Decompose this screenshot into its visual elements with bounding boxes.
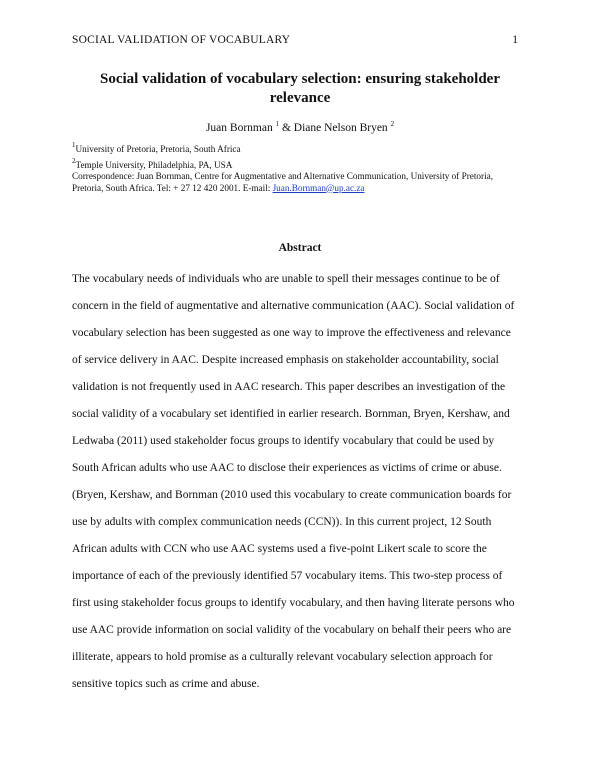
author-affiliation-marker: 2	[390, 120, 395, 128]
correspondence-line	[72, 183, 525, 195]
affiliation-text: University of Pretoria, Pretoria, South Africa	[75, 144, 241, 154]
correspondence-contact: Pretoria, South Africa. Tel: + 27 12 420 2001. E-mail:	[72, 182, 273, 193]
paper-title	[80, 70, 520, 108]
abstract-line: African adults with CCN who use AAC systems used a five-point Likert scale to score the	[72, 543, 487, 555]
affiliation-text: Temple University, Philadelphia, PA, USA	[75, 159, 233, 170]
author-separator: &	[279, 122, 294, 134]
abstract-line: validation is not frequently used in AAC research. This paper describes an investigation of the	[72, 381, 506, 393]
affiliation-1	[72, 140, 525, 156]
running-head: SOCIAL VALIDATION OF VOCABULARY	[72, 34, 291, 46]
title-line: relevance	[269, 90, 331, 106]
author-name: Juan Bornman	[205, 122, 273, 134]
abstract-line: (Bryen, Kershaw, and Bornman (2010 used this vocabulary to create communication boards for	[72, 489, 512, 501]
abstract-line: sensitive topics such as crime and abuse.	[72, 678, 260, 690]
abstract-line: vocabulary selection has been suggested as one way to improve the effectiveness and relevance	[72, 327, 511, 339]
abstract-line: The vocabulary needs of individuals who are unable to spell their messages continue to be of	[72, 273, 500, 285]
author-name: Diane Nelson Bryen	[293, 122, 388, 134]
affiliation-2	[72, 156, 525, 172]
abstract-line: illiterate, appears to hold promise as a culturally relevant vocabulary selection approach for	[72, 651, 493, 663]
page-number: 1	[512, 34, 518, 46]
affiliation-marker: 1	[72, 141, 76, 149]
abstract-line: importance of each of the previously identified 57 vocabulary items. This two-step process of	[72, 570, 503, 582]
affiliations	[72, 140, 525, 194]
email-link[interactable]: Juan.Bornman@up.ac.za	[272, 182, 365, 193]
affiliation-marker: 2	[72, 156, 76, 165]
abstract-line: use by adults with complex communication needs (CCN)). In this current project, 12 South	[72, 516, 492, 528]
abstract-line: of service delivery in AAC. Despite increased emphasis on stakeholder accountability, social	[72, 354, 499, 366]
abstract-line: concern in the field of augmentative and alternative communication (AAC). Social validation of	[72, 300, 515, 312]
abstract-line: social validity of a vocabulary set identified in earlier research. Bornman, Bryen, Kershaw, and	[72, 408, 510, 420]
abstract-heading: Abstract	[278, 242, 322, 254]
author-line	[0, 120, 600, 134]
abstract-line: use AAC provide information on social validity of the vocabulary on behalf their peers who are	[72, 624, 512, 636]
abstract-line: South African adults who use AAC to disclose their experiences as victims of crime or abuse.	[72, 462, 502, 474]
correspondence-line: Correspondence: Juan Bornman, Centre for Augmentative and Alternative Communication, University of Pretoria,	[72, 171, 493, 181]
abstract-body	[72, 266, 528, 698]
abstract-line: first using stakeholder focus groups to identify vocabulary, and then having literate persons who	[72, 597, 515, 609]
abstract-line: Ledwaba (2011) used stakeholder focus groups to identify vocabulary that could be used by	[72, 435, 495, 447]
title-line: Social validation of vocabulary selection: ensuring stakeholder	[99, 71, 500, 87]
author-affiliation-marker: 1	[275, 120, 280, 128]
